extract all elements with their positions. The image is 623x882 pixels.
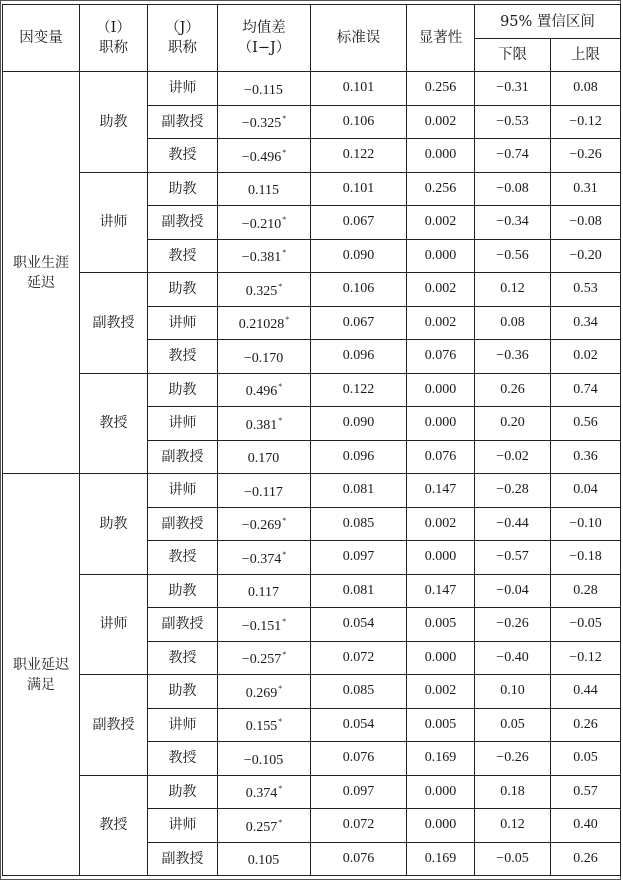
- mean-diff-cell: [218, 440, 311, 474]
- mean-diff-cell: [218, 407, 311, 441]
- upper-bound-cell: 0.57: [551, 775, 621, 809]
- lower-bound-cell: 0.20: [475, 407, 551, 441]
- lower-bound-cell: −0.08: [475, 172, 551, 206]
- table-body: [3, 72, 621, 876]
- significance-star: *: [282, 616, 287, 626]
- j-title-cell: 副教授: [148, 842, 218, 876]
- lower-bound-cell: −0.74: [475, 139, 551, 173]
- mean-diff-cell: [218, 139, 311, 173]
- mean-diff-cell: [218, 373, 311, 407]
- mean-diff-cell: [218, 72, 311, 106]
- i-title-cell: 教授: [80, 373, 148, 474]
- upper-bound-cell: 0.34: [551, 306, 621, 340]
- std-error-cell: 0.106: [311, 273, 407, 307]
- significance-cell: 0.000: [407, 775, 475, 809]
- std-error-cell: 0.076: [311, 742, 407, 776]
- significance-star: *: [278, 382, 283, 392]
- j-title-cell: 助教: [148, 675, 218, 709]
- significance-cell: 0.002: [407, 306, 475, 340]
- upper-bound-cell: 0.74: [551, 373, 621, 407]
- mean-diff-value: 0.325: [245, 283, 278, 299]
- mean-diff-value: −0.170: [243, 350, 284, 366]
- significance-cell: 0.147: [407, 574, 475, 608]
- j-title-cell: 教授: [148, 139, 218, 173]
- mean-diff-cell: [218, 306, 311, 340]
- lower-bound-cell: −0.05: [475, 842, 551, 876]
- lower-bound-cell: −0.53: [475, 105, 551, 139]
- i-title-cell: 教授: [80, 775, 148, 876]
- significance-cell: 0.256: [407, 172, 475, 206]
- upper-bound-cell: −0.18: [551, 541, 621, 575]
- upper-bound-cell: −0.12: [551, 641, 621, 675]
- header-mean-diff-sub: （I−J）: [237, 40, 291, 56]
- mean-diff-value: −0.325: [241, 116, 282, 132]
- header-lower-bound: 下限: [475, 39, 551, 72]
- mean-diff-value: 0.155: [245, 719, 278, 735]
- std-error-cell: 0.097: [311, 541, 407, 575]
- mean-diff-cell: [218, 474, 311, 508]
- significance-cell: 0.000: [407, 373, 475, 407]
- i-title-cell: 副教授: [80, 675, 148, 776]
- mean-diff-value: 0.115: [248, 183, 279, 199]
- mean-diff-cell: [218, 708, 311, 742]
- lower-bound-cell: −0.02: [475, 440, 551, 474]
- table-row: [3, 574, 621, 608]
- significance-cell: 0.002: [407, 507, 475, 541]
- upper-bound-cell: −0.20: [551, 239, 621, 273]
- significance-star: *: [282, 248, 287, 258]
- upper-bound-cell: 0.36: [551, 440, 621, 474]
- lower-bound-cell: −0.36: [475, 340, 551, 374]
- j-title-cell: 教授: [148, 239, 218, 273]
- mean-diff-cell: [218, 541, 311, 575]
- mean-diff-value: −0.105: [243, 752, 284, 768]
- factor-cell: [3, 72, 80, 474]
- lower-bound-cell: −0.26: [475, 608, 551, 642]
- mean-diff-value: 0.117: [248, 585, 279, 601]
- significance-cell: 0.002: [407, 273, 475, 307]
- significance-cell: 0.000: [407, 239, 475, 273]
- mean-diff-value: −0.151: [241, 618, 282, 634]
- std-error-cell: 0.122: [311, 373, 407, 407]
- std-error-cell: 0.081: [311, 574, 407, 608]
- significance-star: *: [278, 817, 283, 827]
- header-mean-diff: [218, 5, 311, 72]
- significance-cell: 0.002: [407, 675, 475, 709]
- upper-bound-cell: 0.08: [551, 72, 621, 106]
- significance-cell: 0.256: [407, 72, 475, 106]
- std-error-cell: 0.072: [311, 641, 407, 675]
- std-error-cell: 0.054: [311, 608, 407, 642]
- mean-diff-cell: [218, 273, 311, 307]
- lower-bound-cell: 0.26: [475, 373, 551, 407]
- mean-diff-value: 0.381: [245, 417, 278, 433]
- factor-name-line2: 延迟: [27, 274, 55, 291]
- lower-bound-cell: −0.26: [475, 742, 551, 776]
- significance-cell: 0.000: [407, 541, 475, 575]
- lower-bound-cell: 0.12: [475, 273, 551, 307]
- header-factor: 因变量: [3, 5, 80, 72]
- std-error-cell: 0.106: [311, 105, 407, 139]
- significance-cell: 0.076: [407, 340, 475, 374]
- upper-bound-cell: 0.28: [551, 574, 621, 608]
- header-significance: 显著性: [407, 5, 475, 72]
- mean-diff-value: 0.269: [245, 685, 278, 701]
- j-title-cell: 副教授: [148, 608, 218, 642]
- i-title-cell: 讲师: [80, 574, 148, 675]
- upper-bound-cell: 0.40: [551, 809, 621, 843]
- i-title-cell: 讲师: [80, 172, 148, 273]
- lower-bound-cell: −0.57: [475, 541, 551, 575]
- upper-bound-cell: 0.02: [551, 340, 621, 374]
- mean-diff-cell: [218, 842, 311, 876]
- table-row: [3, 172, 621, 206]
- std-error-cell: 0.072: [311, 809, 407, 843]
- upper-bound-cell: −0.05: [551, 608, 621, 642]
- lower-bound-cell: −0.56: [475, 239, 551, 273]
- table-row: [3, 675, 621, 709]
- j-title-cell: 教授: [148, 541, 218, 575]
- mean-diff-cell: [218, 507, 311, 541]
- header-confidence-interval: 95% 置信区间: [475, 5, 621, 39]
- multiple-comparison-table: [2, 4, 621, 876]
- mean-diff-value: −0.117: [244, 484, 283, 500]
- mean-diff-value: 0.21028: [238, 317, 285, 333]
- significance-star: *: [282, 114, 287, 124]
- mean-diff-cell: [218, 574, 311, 608]
- std-error-cell: 0.054: [311, 708, 407, 742]
- j-title-cell: 助教: [148, 373, 218, 407]
- mean-diff-cell: [218, 206, 311, 240]
- lower-bound-cell: 0.18: [475, 775, 551, 809]
- table-row: [3, 474, 621, 508]
- factor-name-line1: 职业延迟: [13, 656, 69, 673]
- significance-cell: 0.076: [407, 440, 475, 474]
- j-title-cell: 副教授: [148, 105, 218, 139]
- significance-cell: 0.002: [407, 105, 475, 139]
- upper-bound-cell: −0.26: [551, 139, 621, 173]
- lower-bound-cell: −0.44: [475, 507, 551, 541]
- mean-diff-cell: [218, 340, 311, 374]
- upper-bound-cell: 0.53: [551, 273, 621, 307]
- j-title-cell: 讲师: [148, 407, 218, 441]
- i-title-cell: 助教: [80, 72, 148, 173]
- mean-diff-value: −0.269: [241, 518, 282, 534]
- std-error-cell: 0.085: [311, 675, 407, 709]
- header-j-sub: 职称: [168, 40, 197, 56]
- mean-diff-value: 0.496: [245, 384, 278, 400]
- header-mean-diff-label: 均值差: [242, 20, 286, 36]
- significance-star: *: [278, 717, 283, 727]
- j-title-cell: 教授: [148, 641, 218, 675]
- j-title-cell: 副教授: [148, 206, 218, 240]
- j-title-cell: 助教: [148, 574, 218, 608]
- std-error-cell: 0.067: [311, 206, 407, 240]
- upper-bound-cell: 0.05: [551, 742, 621, 776]
- j-title-cell: 讲师: [148, 306, 218, 340]
- factor-name-line1: 职业生涯: [13, 254, 69, 271]
- mean-diff-value: −0.374: [241, 551, 282, 567]
- significance-star: *: [278, 415, 283, 425]
- j-title-cell: 助教: [148, 273, 218, 307]
- j-title-cell: 副教授: [148, 507, 218, 541]
- significance-star: *: [285, 315, 290, 325]
- mean-diff-value: −0.210: [241, 216, 282, 232]
- mean-diff-value: −0.496: [241, 149, 282, 165]
- mean-diff-cell: [218, 742, 311, 776]
- significance-star: *: [278, 784, 283, 794]
- lower-bound-cell: −0.40: [475, 641, 551, 675]
- lower-bound-cell: 0.08: [475, 306, 551, 340]
- header-j-title: [148, 5, 218, 72]
- std-error-cell: 0.081: [311, 474, 407, 508]
- significance-cell: 0.000: [407, 641, 475, 675]
- std-error-cell: 0.101: [311, 172, 407, 206]
- lower-bound-cell: 0.10: [475, 675, 551, 709]
- lower-bound-cell: −0.34: [475, 206, 551, 240]
- i-title-cell: 副教授: [80, 273, 148, 374]
- std-error-cell: 0.096: [311, 340, 407, 374]
- j-title-cell: 讲师: [148, 708, 218, 742]
- std-error-cell: 0.067: [311, 306, 407, 340]
- j-title-cell: 副教授: [148, 440, 218, 474]
- j-title-cell: 助教: [148, 172, 218, 206]
- table-row: [3, 373, 621, 407]
- mean-diff-value: −0.381: [241, 250, 282, 266]
- std-error-cell: 0.122: [311, 139, 407, 173]
- significance-cell: 0.169: [407, 742, 475, 776]
- mean-diff-cell: [218, 675, 311, 709]
- upper-bound-cell: 0.56: [551, 407, 621, 441]
- header-upper-bound: 上限: [551, 39, 621, 72]
- significance-star: *: [282, 650, 287, 660]
- mean-diff-cell: [218, 809, 311, 843]
- lower-bound-cell: −0.04: [475, 574, 551, 608]
- std-error-cell: 0.097: [311, 775, 407, 809]
- significance-star: *: [282, 549, 287, 559]
- significance-cell: 0.005: [407, 608, 475, 642]
- header-i-sub: 职称: [99, 40, 128, 56]
- j-title-cell: 讲师: [148, 474, 218, 508]
- j-title-cell: 助教: [148, 775, 218, 809]
- lower-bound-cell: 0.05: [475, 708, 551, 742]
- significance-cell: 0.000: [407, 809, 475, 843]
- upper-bound-cell: −0.08: [551, 206, 621, 240]
- i-title-cell: 助教: [80, 474, 148, 575]
- mean-diff-value: 0.170: [247, 451, 280, 467]
- significance-cell: 0.000: [407, 407, 475, 441]
- mean-diff-value: 0.105: [247, 853, 280, 869]
- significance-cell: 0.169: [407, 842, 475, 876]
- std-error-cell: 0.090: [311, 239, 407, 273]
- lower-bound-cell: 0.12: [475, 809, 551, 843]
- significance-cell: 0.147: [407, 474, 475, 508]
- significance-star: *: [282, 516, 287, 526]
- lower-bound-cell: −0.28: [475, 474, 551, 508]
- j-title-cell: 讲师: [148, 809, 218, 843]
- mean-diff-value: −0.115: [244, 82, 283, 98]
- std-error-cell: 0.101: [311, 72, 407, 106]
- mean-diff-cell: [218, 775, 311, 809]
- header-j-label: （J）: [165, 20, 200, 36]
- table-row: [3, 775, 621, 809]
- significance-star: *: [278, 281, 283, 291]
- mean-diff-cell: [218, 608, 311, 642]
- factor-name-line2: 满足: [27, 676, 55, 693]
- mean-diff-cell: [218, 641, 311, 675]
- header-i-title: [80, 5, 148, 72]
- std-error-cell: 0.096: [311, 440, 407, 474]
- header-i-label: （I）: [96, 20, 131, 36]
- std-error-cell: 0.085: [311, 507, 407, 541]
- upper-bound-cell: 0.26: [551, 842, 621, 876]
- mean-diff-cell: [218, 239, 311, 273]
- factor-cell: [3, 474, 80, 876]
- header-std-error: 标准误: [311, 5, 407, 72]
- upper-bound-cell: −0.12: [551, 105, 621, 139]
- significance-cell: 0.000: [407, 139, 475, 173]
- table-row: [3, 273, 621, 307]
- j-title-cell: 教授: [148, 742, 218, 776]
- upper-bound-cell: 0.26: [551, 708, 621, 742]
- significance-cell: 0.002: [407, 206, 475, 240]
- table-row: [3, 72, 621, 106]
- mean-diff-value: −0.257: [241, 652, 282, 668]
- table-header: [3, 5, 621, 72]
- significance-star: *: [278, 683, 283, 693]
- mean-diff-value: 0.374: [245, 786, 278, 802]
- std-error-cell: 0.090: [311, 407, 407, 441]
- significance-cell: 0.005: [407, 708, 475, 742]
- mean-diff-cell: [218, 172, 311, 206]
- mean-diff-value: 0.257: [245, 819, 278, 835]
- std-error-cell: 0.076: [311, 842, 407, 876]
- mean-diff-cell: [218, 105, 311, 139]
- upper-bound-cell: −0.10: [551, 507, 621, 541]
- upper-bound-cell: 0.44: [551, 675, 621, 709]
- lower-bound-cell: −0.31: [475, 72, 551, 106]
- upper-bound-cell: 0.04: [551, 474, 621, 508]
- j-title-cell: 教授: [148, 340, 218, 374]
- j-title-cell: 讲师: [148, 72, 218, 106]
- significance-star: *: [282, 147, 287, 157]
- significance-star: *: [282, 214, 287, 224]
- upper-bound-cell: 0.31: [551, 172, 621, 206]
